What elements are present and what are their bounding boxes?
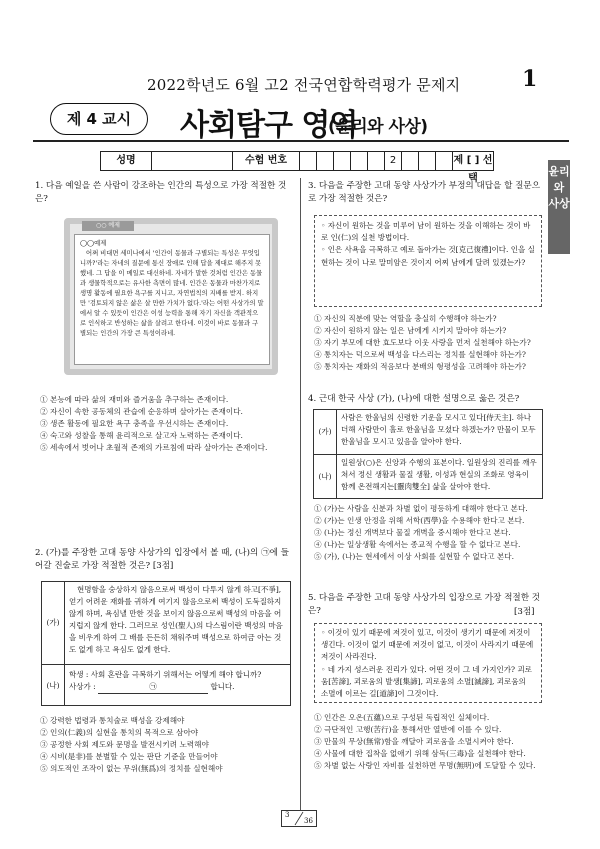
- q5-option-1[interactable]: ① 인간은 오온(五蘊)으로 구성된 독립적인 실체이다.: [314, 713, 490, 722]
- question-4-options: [314, 503, 552, 563]
- q2-option-2[interactable]: ② 인의(仁義)의 실현을 통치의 목적으로 삼아야: [40, 728, 199, 738]
- exam-digit-box: [368, 152, 385, 170]
- name-field: [152, 152, 233, 170]
- question-2-options: [40, 715, 295, 775]
- q3-option-1[interactable]: ① 자신의 직분에 맞는 역할을 충실히 수행해야 하는가?: [314, 314, 497, 323]
- q5-option-3[interactable]: ③ 만물의 무상(無常)함을 깨달아 괴로움을 소멸시켜야 한다.: [314, 737, 514, 747]
- screen-tab-label: ○○ 예제: [82, 221, 134, 231]
- q3-option-2[interactable]: ② 자신이 원하지 않는 일은 남에게 시키지 말아야 하는가?: [314, 326, 507, 336]
- question-4-stem: 4. 근대 한국 사상 (가), (나)에 대한 설명으로 옳은 것은?: [308, 394, 520, 404]
- question-1-screen: [64, 218, 278, 375]
- q2-option-4[interactable]: ④ 시비(是非)를 분별할 수 있는 판단 기준을 만들어야: [40, 752, 218, 762]
- q2-ga-text: 현명함을 숭상하지 않음으로써 백성이 다투지 않게 하고[不爭], 얻기 어려운 재화를 귀하게 여기지 않음으로써 백성이 도둑질하지 않게 하며, 욕심낼 만한 것을 보이지 않음으로써 백성의 마음을 어지럽지 않게 한다. 그러므로 성인(聖人)의 다스림이란 백성의 마음을 비우게 하여 그 배를 든든히 채워주며 백성으로 하여금 아는 것도 없게 하고 욕심도 없게 한다.: [69, 585, 283, 654]
- q2-blank: ㉠: [98, 681, 208, 694]
- question-3-stem: 3. 다음을 주장한 고대 동양 사상가가 부정의 대답을 할 질문으로 가장 적절한 것은?: [308, 181, 541, 204]
- q5-option-5[interactable]: ⑤ 차별 없는 사랑인 자비를 실천하면 무명(無明)에 도달할 수 있다.: [314, 761, 536, 771]
- q4-option-4[interactable]: ④ (나)는 일상생활 속에서는 종교적 수행을 할 수 없다고 본다.: [314, 540, 521, 550]
- header-divider: [33, 140, 569, 142]
- exam-title: 2022학년도 6월 고2 전국연합학력평가 문제지: [147, 76, 461, 94]
- q1-option-5[interactable]: ⑤ 세속에서 벗어나 초월적 존재의 가르침에 따라 살아가는 존재이다.: [40, 443, 268, 453]
- exam-digit-box: [436, 152, 453, 170]
- question-1-options: [40, 394, 295, 454]
- total-pages: 36: [304, 817, 313, 825]
- question-2-passage-box: [41, 581, 291, 706]
- q5-passage-line-2: ◦ 네 가지 성스러운 진리가 있다. 어떤 것이 그 네 가지인가? 괴로움[苦諦], 괴로움의 발생[集諦], 괴로움의 소멸[滅諦], 괴로움의 소멸에 이르는 길[道諦]이 그것이다.: [321, 664, 532, 699]
- question-4-passage-box: [313, 409, 543, 499]
- q2-option-1[interactable]: ① 강력한 법령과 통치술로 백성을 강제해야: [40, 716, 185, 725]
- question-1-stem: 1. 다음 예일을 쓴 사람이 강조하는 인간의 특성으로 가장 적절한 것은?: [35, 181, 287, 204]
- q2-na-end: 합니다.: [210, 682, 235, 691]
- q5-passage-line-1: ◦ 이것이 있기 때문에 저것이 있고, 이것이 생기기 때문에 저것이 생긴다. 이것이 없기 때문에 저것이 없고, 이것이 사라지기 때문에 저것이 사라진다.: [321, 628, 534, 662]
- candidate-info-bar: [100, 151, 494, 184]
- question-5-points: [3점]: [514, 607, 535, 617]
- question-3-options: [314, 313, 552, 373]
- q2-na-thinker: [69, 681, 261, 694]
- subject-subtitle: (윤리와 사상): [328, 117, 428, 137]
- screen-content: [74, 234, 270, 365]
- subject-side-tab: 윤리와 사상: [548, 160, 570, 254]
- question-5-stem: 5. 다음을 주장한 고대 동양 사상가의 입장으로 가장 적절한 것은?: [308, 593, 541, 616]
- exam-digit-box: 2: [385, 152, 402, 170]
- exam-digit-box: [351, 152, 368, 170]
- q5-option-4[interactable]: ④ 사물에 대한 집착을 없애기 위해 삼독(三毒)을 실천해야 한다.: [314, 749, 526, 759]
- page-number: 1: [522, 66, 538, 92]
- q5-option-2[interactable]: ② 극단적인 고행(苦行)을 통해서만 열반에 이를 수 있다.: [314, 725, 502, 735]
- question-2-stem: 2. (가)를 주장한 고대 동양 사상가의 입장에서 볼 때, (나)의 ㉠에 들어갈 진술로 가장 적절한 것은? [3점]: [35, 548, 289, 571]
- exam-digit-box: [334, 152, 351, 170]
- q1-option-2[interactable]: ② 자신이 속한 공동체의 관습에 순응하며 살아가는 존재이다.: [40, 407, 243, 417]
- q3-option-5[interactable]: ⑤ 통치자는 재화의 적음보다 분배의 형평성을 고려해야 하는가?: [314, 362, 526, 372]
- q4-ga-text: 사람은 한울님의 신령한 기운을 모시고 있다[侍天主]. 하나 더해 사람만이 홀로 한울님을 모셨다 하겠는가? 만물이 모두 한울님을 모시고 있음을 알아야 한다.: [341, 413, 536, 446]
- q2-na-label: (나): [42, 665, 65, 706]
- exam-digit-box: [402, 152, 419, 170]
- q3-passage-line-2: ◦ 인은 사욕을 극복하고 예로 돌아가는 것[克己復禮]이다. 인을 실현하는 것이 나로 말미암은 것이지 어찌 남에게 달려 있겠는가?: [321, 245, 535, 267]
- q4-option-3[interactable]: ③ (나)는 정신 개벽보다 물질 개벽을 중시해야 한다고 본다.: [314, 528, 511, 538]
- q3-option-3[interactable]: ③ 자기 부모에 대한 효도보다 이웃 사랑을 먼저 실천해야 하는가?: [314, 338, 531, 348]
- exam-digit-box: [419, 152, 436, 170]
- q4-option-5[interactable]: ⑤ (가), (나)는 현세에서 이상 사회를 실현할 수 없다고 본다.: [314, 552, 515, 562]
- question-5-options: [314, 712, 552, 772]
- screen-body: 어쩌 비대면 세미나에서 '인간이 동물과 구별되는 특성은 무엇입니까?'라는 자네의 질문에 통신 장애로 인해 답을 제대로 해주지 못했네. 그 답을 이 메일로 대신하네. 자네가 말한 것처럼 인간은 동물과 생물학적으로는 유사한 측면이 많네. 인간은 동물과 마찬가지로 생명 활동에 필요한 욕구를 지니고, 자연법칙의 지배를 받지. 하지만 '검토되지 않은 삶은 살 만한 가치가 없다.'라는 어떤 사상가의 말에서 알 수 있듯이 인간은 이성 능력을 통해 자기 자신을 객관적으로 인식하고 반성하는 삶을 살려고 한다네. 이것이 바로 동물과 구별되는 인간의 가장 큰 특성이라네.: [80, 250, 264, 337]
- q1-option-4[interactable]: ④ 숙고와 성찰을 통해 윤리적으로 살고자 노력하는 존재이다.: [40, 431, 243, 441]
- page-counter: [281, 810, 317, 827]
- q2-ga-label: (가): [42, 582, 65, 664]
- subject-title: 사회탐구 영역: [180, 108, 358, 143]
- q1-option-3[interactable]: ③ 생존 활동에 필요한 욕구 충족을 우선시하는 존재이다.: [40, 419, 229, 429]
- choice-label: 제 [ ] 선택: [453, 155, 493, 184]
- q3-option-4[interactable]: ④ 통치자는 덕으로써 백성을 다스리는 정치를 실현해야 하는가?: [314, 350, 526, 360]
- exam-number-label: 수험 번호: [233, 152, 300, 170]
- current-page: 3: [285, 811, 290, 819]
- exam-digit-box: [317, 152, 334, 170]
- q4-option-2[interactable]: ② (가)는 인생 안정을 위해 서학(西學)을 수용해야 한다고 본다.: [314, 516, 525, 526]
- q4-ga-label: (가): [314, 410, 337, 454]
- q2-option-5[interactable]: ⑤ 의도적인 조작이 없는 무위(無爲)의 정치를 실현해야: [40, 764, 223, 774]
- name-label: 성명: [101, 152, 152, 170]
- column-divider: [300, 178, 301, 810]
- q1-option-1[interactable]: ① 본능에 따라 삶의 재미와 즐거움을 추구하는 존재이다.: [40, 395, 229, 404]
- q2-option-3[interactable]: ③ 공정한 사회 제도와 문명을 발전시키려 노력해야: [40, 740, 209, 750]
- q2-na-thinker-label: 사상가 :: [69, 682, 96, 691]
- q3-passage-line-1: ◦ 자신이 원하는 것을 미루어 남이 원하는 것을 이해하는 것이 바로 인(仁)의 실천 방법이다.: [321, 221, 531, 243]
- question-5-passage-box: [314, 623, 542, 703]
- screen-heading: ◯◯예제: [80, 240, 107, 247]
- q2-na-content: [65, 665, 265, 706]
- exam-digit-box: [300, 152, 317, 170]
- q2-na-student: 학생 : 사회 혼란을 극복하기 위해서는 어떻게 해야 합니까?: [69, 670, 262, 679]
- q4-option-1[interactable]: ① (가)는 사람을 신분과 차별 없이 평등하게 대해야 한다고 본다.: [314, 504, 528, 513]
- q4-na-label: (나): [314, 455, 337, 499]
- q4-na-text: 일원상(○)은 신앙과 수행의 표본이다. 일원상의 진리를 깨우쳐서 정신 생활과 물질 생활, 이성과 현실의 조화로 영육이 함께 온전해지는[靈肉雙全] 삶을 살아야 한다.: [341, 458, 537, 491]
- question-3-passage-box: [314, 215, 542, 307]
- session-label: 제 4 교시: [50, 103, 148, 135]
